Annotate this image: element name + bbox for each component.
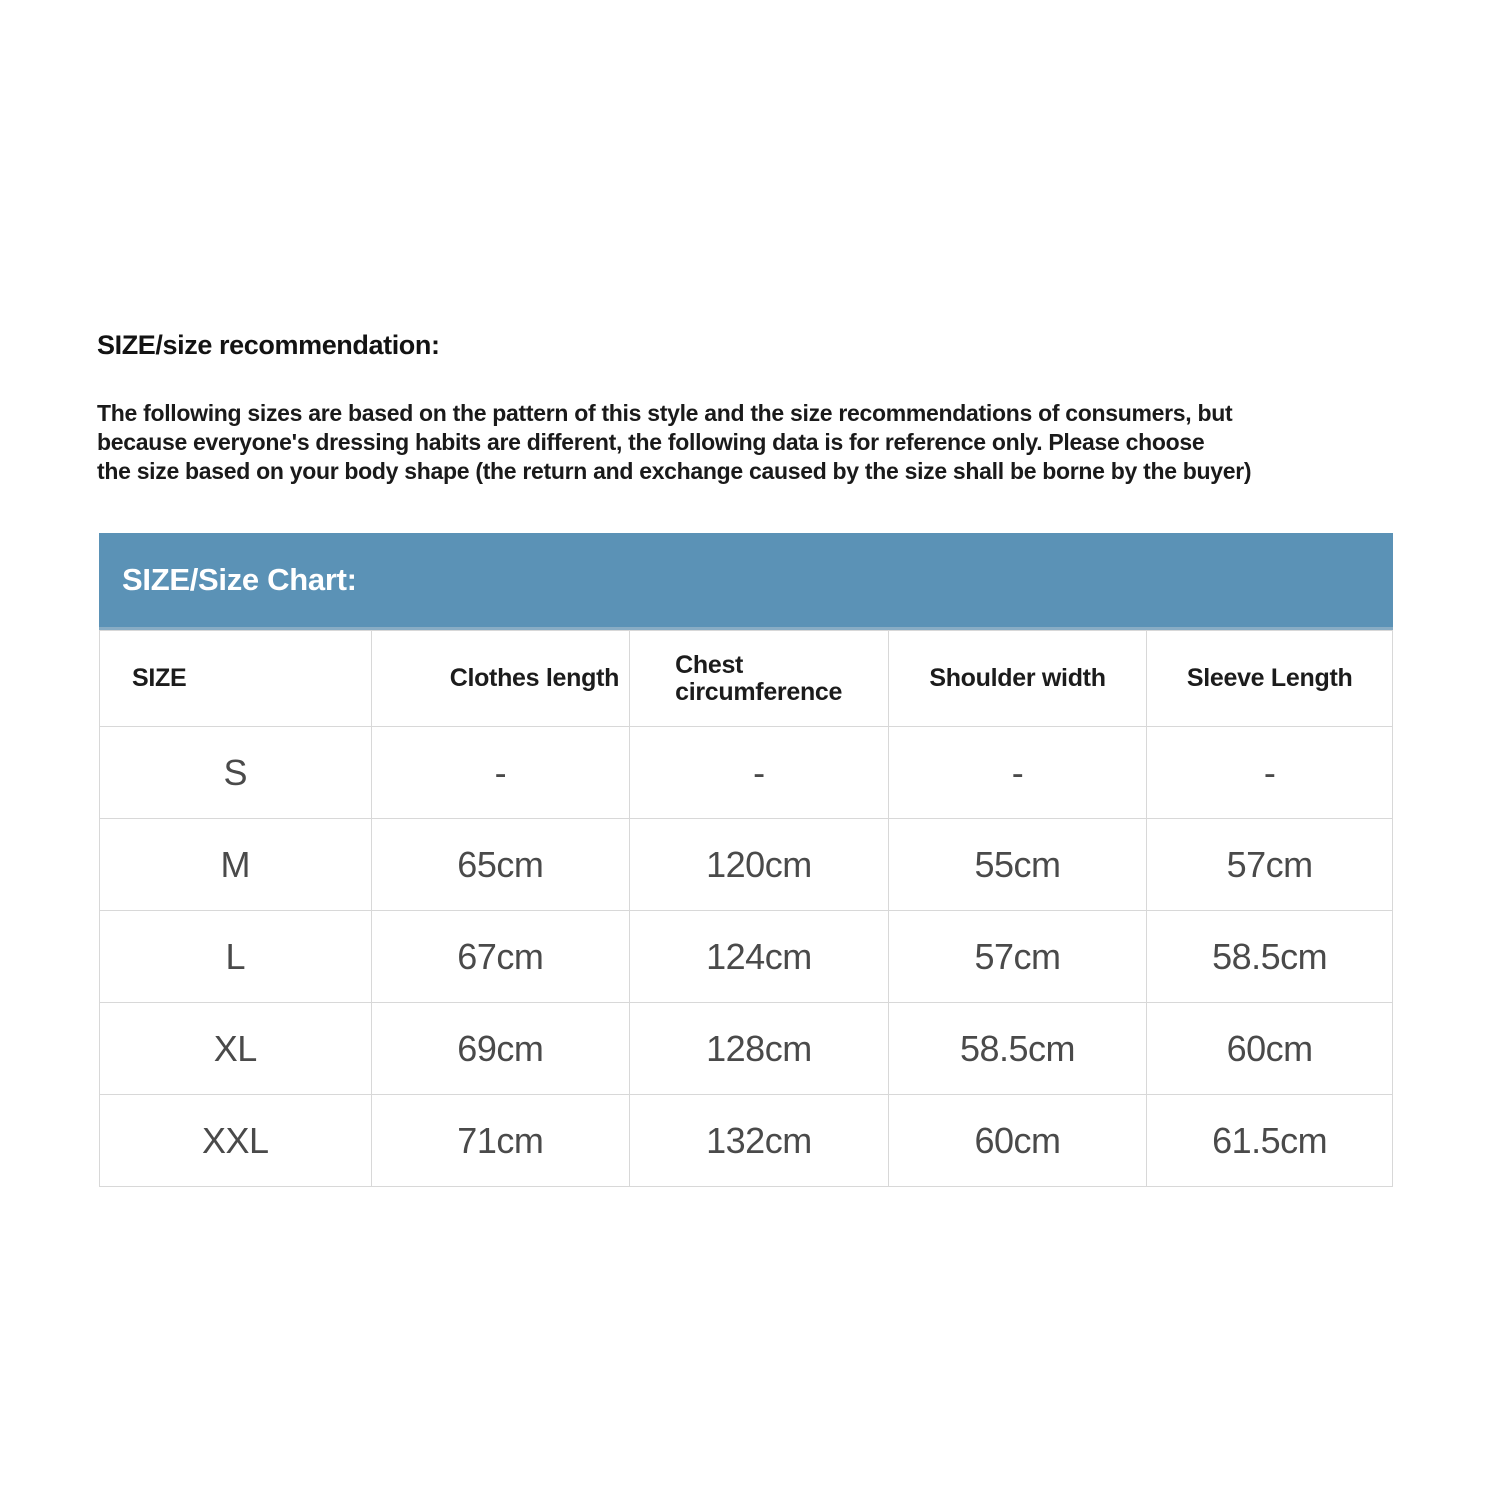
cell-size: M	[100, 819, 372, 911]
cell-shoulder-width: 57cm	[888, 911, 1147, 1003]
size-chart-banner	[99, 533, 1393, 630]
paragraph-line-3: the size based on your body shape (the return and exchange caused by the size shall be borne by the buyer)	[97, 458, 1252, 484]
cell-shoulder-width: 60cm	[888, 1095, 1147, 1187]
table-row-s	[100, 727, 1393, 819]
page-title: SIZE/size recommendation:	[97, 330, 440, 360]
table-row-m	[100, 819, 1393, 911]
size-chart-table	[99, 630, 1393, 1187]
cell-shoulder-width: 58.5cm	[888, 1003, 1147, 1095]
paragraph-line-2: because everyone's dressing habits are different, the following data is for reference only. Please choose	[97, 429, 1205, 455]
cell-sleeve-length: -	[1147, 727, 1393, 819]
size-chart-banner-title: SIZE/Size Chart:	[122, 562, 357, 597]
column-header-chest-circumference: Chest circumference	[630, 631, 889, 727]
cell-shoulder-width: -	[888, 727, 1147, 819]
cell-size: L	[100, 911, 372, 1003]
column-header-clothes-length: Clothes length	[371, 631, 630, 727]
cell-chest-circumference: 120cm	[630, 819, 889, 911]
column-header-size: SIZE	[100, 631, 372, 727]
column-header-shoulder-width: Shoulder width	[888, 631, 1147, 727]
cell-sleeve-length: 57cm	[1147, 819, 1393, 911]
cell-clothes-length: 65cm	[371, 819, 630, 911]
cell-chest-circumference: -	[630, 727, 889, 819]
cell-size: XXL	[100, 1095, 372, 1187]
table-row-xl	[100, 1003, 1393, 1095]
table-header-row	[100, 631, 1393, 727]
column-header-sleeve-length: Sleeve Length	[1147, 631, 1393, 727]
cell-sleeve-length: 58.5cm	[1147, 911, 1393, 1003]
cell-chest-circumference: 132cm	[630, 1095, 889, 1187]
table-row-l	[100, 911, 1393, 1003]
cell-sleeve-length: 61.5cm	[1147, 1095, 1393, 1187]
size-recommendation-paragraph	[97, 399, 1251, 486]
table-row-xxl	[100, 1095, 1393, 1187]
paragraph-line-1: The following sizes are based on the pattern of this style and the size recommendations of consumers, but	[97, 400, 1233, 426]
cell-size: S	[100, 727, 372, 819]
cell-chest-circumference: 128cm	[630, 1003, 889, 1095]
cell-chest-circumference: 124cm	[630, 911, 889, 1003]
cell-clothes-length: 69cm	[371, 1003, 630, 1095]
cell-shoulder-width: 55cm	[888, 819, 1147, 911]
cell-size: XL	[100, 1003, 372, 1095]
cell-clothes-length: 71cm	[371, 1095, 630, 1187]
cell-clothes-length: -	[371, 727, 630, 819]
cell-sleeve-length: 60cm	[1147, 1003, 1393, 1095]
cell-clothes-length: 67cm	[371, 911, 630, 1003]
